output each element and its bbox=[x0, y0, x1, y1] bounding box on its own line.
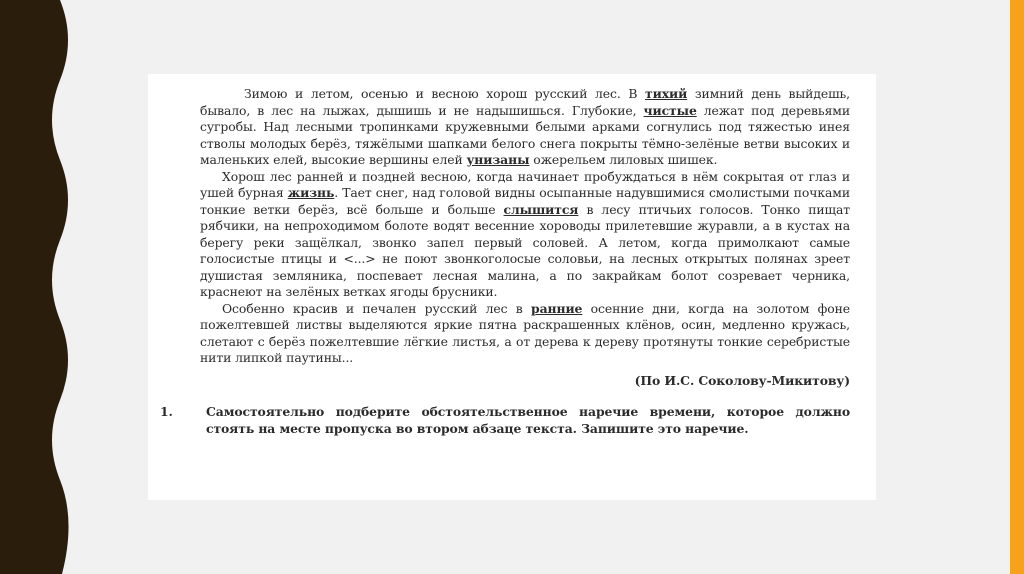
accent-stripe bbox=[1004, 0, 1024, 574]
accent-stripe-bar bbox=[1010, 0, 1024, 574]
p1-underlined-word-2: чистые bbox=[643, 102, 697, 118]
scanned-text-page bbox=[148, 74, 876, 500]
p2-text-b: . Тает снег, над головой видны осыпанные надувшимися смолистыми почками тонкие ветки берёз, всё больше и больше bbox=[200, 185, 850, 217]
p1-text-a: Зимою и летом, осенью и весною хорош русский лес. В bbox=[244, 86, 646, 101]
p3-text-a: Особенно красив и печален русский лес в bbox=[222, 300, 532, 316]
wavy-left-band bbox=[0, 0, 78, 574]
p1-text-b: зимний день выйдешь, бывало, в лес на лыжах, дышишь и не надышишься. Глубокие, bbox=[200, 86, 850, 118]
p1-underlined-word-3: унизаны bbox=[466, 152, 530, 167]
source-attribution: (По И.С. Соколову-Микитову) bbox=[634, 372, 850, 388]
p2-text-c: в лесу птичьих голосов. Тонко пищат рябчики, на непроходимом болоте водят весенние хороводы прилетевшие журавли, а в кустах на берегу реки защёлкал, звонко запел первый соловей. А летом, когда примолкают самые голосистые птицы и <...> не поют звонкоголосые соловьи, на лесных открытых полянах зреет душистая земляника, поспевает лесная малина, а по закрайкам болот созревает черника, краснеют на зелёных ветках ягоды брусники. bbox=[200, 201, 850, 299]
p3-text-b: осенние дни, когда на золотом фоне пожелтевшей листвы выделяются яркие пятна раскрашенных клёнов, осин, медленно кружась, слетают с берёз пожелтевшие лёгкие листья, а от дерева к дереву протянуты тонкие серебристые нити липкой паутины... bbox=[200, 300, 850, 365]
paragraph-2 bbox=[200, 169, 850, 301]
p1-text-d: ожерельем лиловых шишек. bbox=[529, 152, 718, 167]
p1-underlined-word-1: тихий bbox=[645, 86, 688, 101]
p2-text-a: Хорош лес ранней и поздней весною, когда начинает пробуждаться в нём сокрытая от глаз и ушей бурная bbox=[200, 168, 850, 200]
paragraph-3 bbox=[200, 301, 850, 367]
p2-underlined-word-2: слышится bbox=[503, 201, 579, 217]
p3-underlined-word-1: ранние bbox=[531, 300, 583, 316]
task-text: Самостоятельно подберите обстоятельственное наречие времени, которое должно стоять на месте пропуска во втором абзаце текста. Запишите это наречие. bbox=[206, 404, 850, 436]
p1-text-c: лежат под деревьями сугробы. Над лесными тропинками кружевными белыми арками согнулись под тяжестью инея стволы молодых берёз, тяжёлыми шапками белого снега покрыты тёмно-зелёные ветви высоких и маленьких елей, высокие вершины елей bbox=[200, 102, 850, 167]
task-number: 1. bbox=[160, 404, 173, 419]
p2-underlined-word-1: жизнь bbox=[287, 185, 335, 200]
task-item bbox=[160, 403, 850, 437]
paragraph-1 bbox=[200, 86, 850, 169]
